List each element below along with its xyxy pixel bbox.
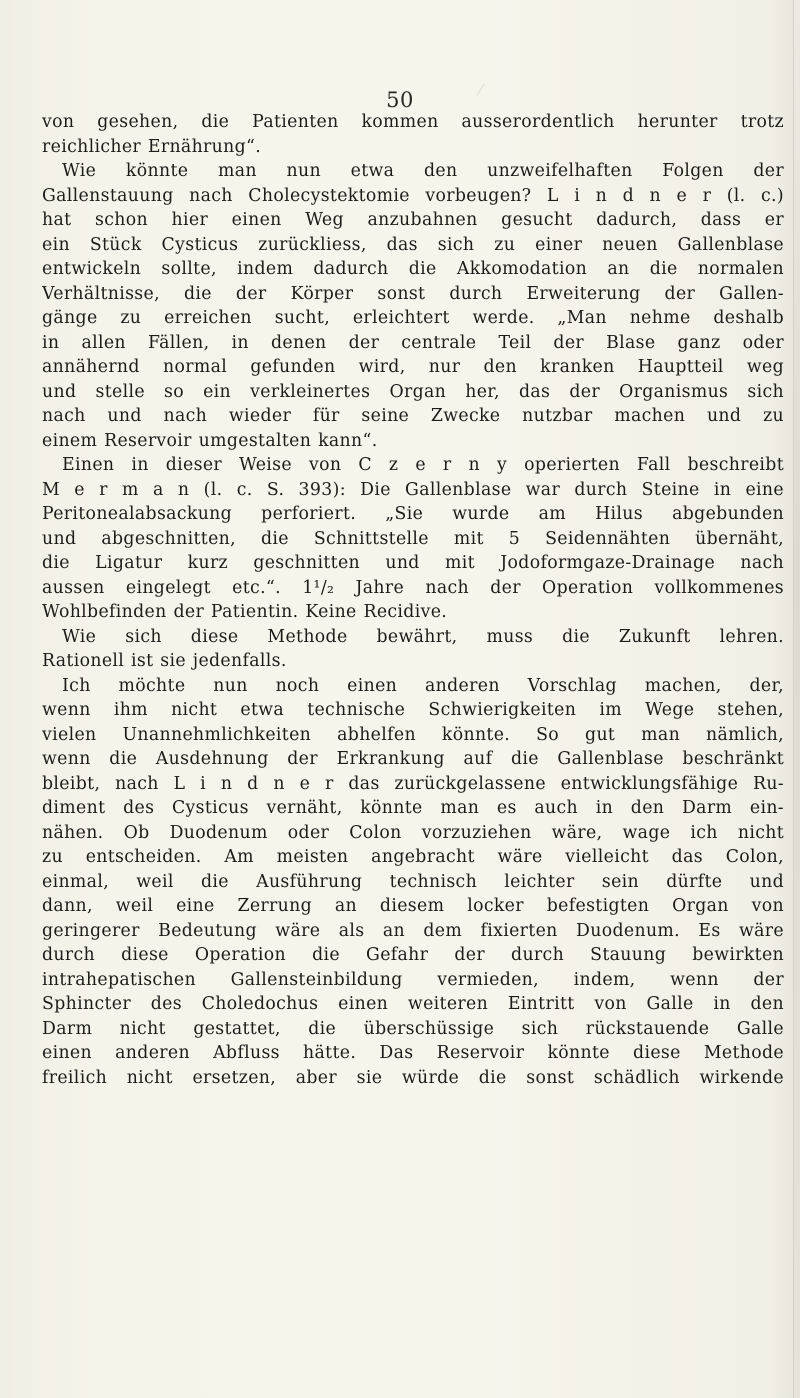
text-line: Wohlbefinden der Patientin. Keine Recidive. [42,602,448,622]
text-line: freilich nicht ersetzen, aber sie würde die sonst schädlich wirkende [42,1067,784,1088]
text-line: wenn die Ausdehnung der Erkrankung auf die Gallenblase beschränkt [42,749,784,769]
text-line: diment des Cysticus vernäht, könnte man es auch in den Darm ein- [42,798,784,818]
text-line: Ich möchte nun noch einen anderen Vorschlag machen, der, [62,675,784,696]
text-line: in allen Fällen, in denen der centrale Teil der Blase ganz oder [42,332,784,353]
text-line: aussen eingelegt etc.“. 1¹/₂ Jahre nach der Operation vollkommenes [42,577,784,598]
text-line: reichlicher Ernährung“. [42,136,262,157]
text-line: bleibt, nach L i n d n e r das zurückgelassene entwicklungsfähige Ru- [42,773,784,794]
text-line: einen anderen Abfluss hätte. Das Reservoir könnte diese Methode [42,1043,784,1063]
text-line: Darm nicht gestattet, die überschüssige sich rückstauende Galle [42,1018,784,1039]
paragraph [42,625,784,674]
text-line: Wie sich diese Methode bewährt, muss die Zukunft lehren. [62,626,784,647]
text-line: Einen in dieser Weise von C z e r n y operierten Fall beschreibt [62,455,784,475]
text-line: M e r m a n (l. c. S. 393): Die Gallenblase war durch Steine in eine [42,479,784,500]
text-line: nach und nach wieder für seine Zwecke nutzbar machen und zu [42,406,784,426]
text-line: und stelle so ein verkleinertes Organ her, das der Organismus sich [42,381,784,402]
text-line: Verhältnisse, die der Körper sonst durch Erweiterung der Gallen- [42,283,784,304]
text-line: Gallenstauung nach Cholecystektomie vorbeugen? L i n d n e r (l. c.) [42,185,784,206]
paragraph [42,159,784,453]
text-line: Peritonealabsackung perforiert. „Sie wurde am Hilus abgebunden [42,504,784,524]
page-number: 50 [386,88,414,112]
text-line: und abgeschnitten, die Schnittstelle mit 5 Seidennähten übernäht, [42,528,784,549]
text-line: entwickeln sollte, indem dadurch die Akkomodation an die normalen [42,259,784,279]
text-line: nähen. Ob Duodenum oder Colon vorzuziehen wäre, wage ich nicht [42,822,784,843]
text-line: Rationell ist sie jedenfalls. [42,651,287,671]
text-line: zu entscheiden. Am meisten angebracht wäre vielleicht das Colon, [42,847,784,867]
text-line: durch diese Operation die Gefahr der durch Stauung bewirkten [42,945,784,965]
text-line: einem Reservoir umgestalten kann“. [42,430,378,451]
text-line: Sphincter des Choledochus einen weiteren Eintritt von Galle in den [42,994,784,1014]
text-line: dann, weil eine Zerrung an diesem locker befestigten Organ von [42,896,784,916]
text-line: geringerer Bedeutung wäre als an dem fixierten Duodenum. Es wäre [42,920,784,941]
paragraph [42,110,784,159]
text-line: hat schon hier einen Weg anzubahnen gesucht dadurch, dass er [42,210,784,230]
text-line: wenn ihm nicht etwa technische Schwierigkeiten im Wege stehen, [42,700,784,720]
text-line: von gesehen, die Patienten kommen ausserordentlich herunter trotz [42,112,784,132]
text-line: die Ligatur kurz geschnitten und mit Jodoformgaze-Drainage nach [42,553,784,573]
text-line: intrahepatischen Gallensteinbildung vermieden, indem, wenn der [42,969,784,990]
text-line: vielen Unannehmlichkeiten abhelfen könnte. So gut man nämlich, [42,724,784,745]
page-edge [793,0,800,1398]
text-line: einmal, weil die Ausführung technisch leichter sein dürfte und [42,871,784,892]
text-line: ein Stück Cysticus zurückliess, das sich zu einer neuen Gallenblase [42,234,784,255]
text-line: Wie könnte man nun etwa den unzweifelhaften Folgen der [62,161,784,181]
text-line: annähernd normal gefunden wird, nur den kranken Hauptteil weg [42,357,784,377]
text-line: gänge zu erreichen sucht, erleichtert werde. „Man nehme deshalb [42,308,784,328]
paragraph [42,674,784,1091]
body-text [42,110,784,1090]
paragraph [42,453,784,625]
